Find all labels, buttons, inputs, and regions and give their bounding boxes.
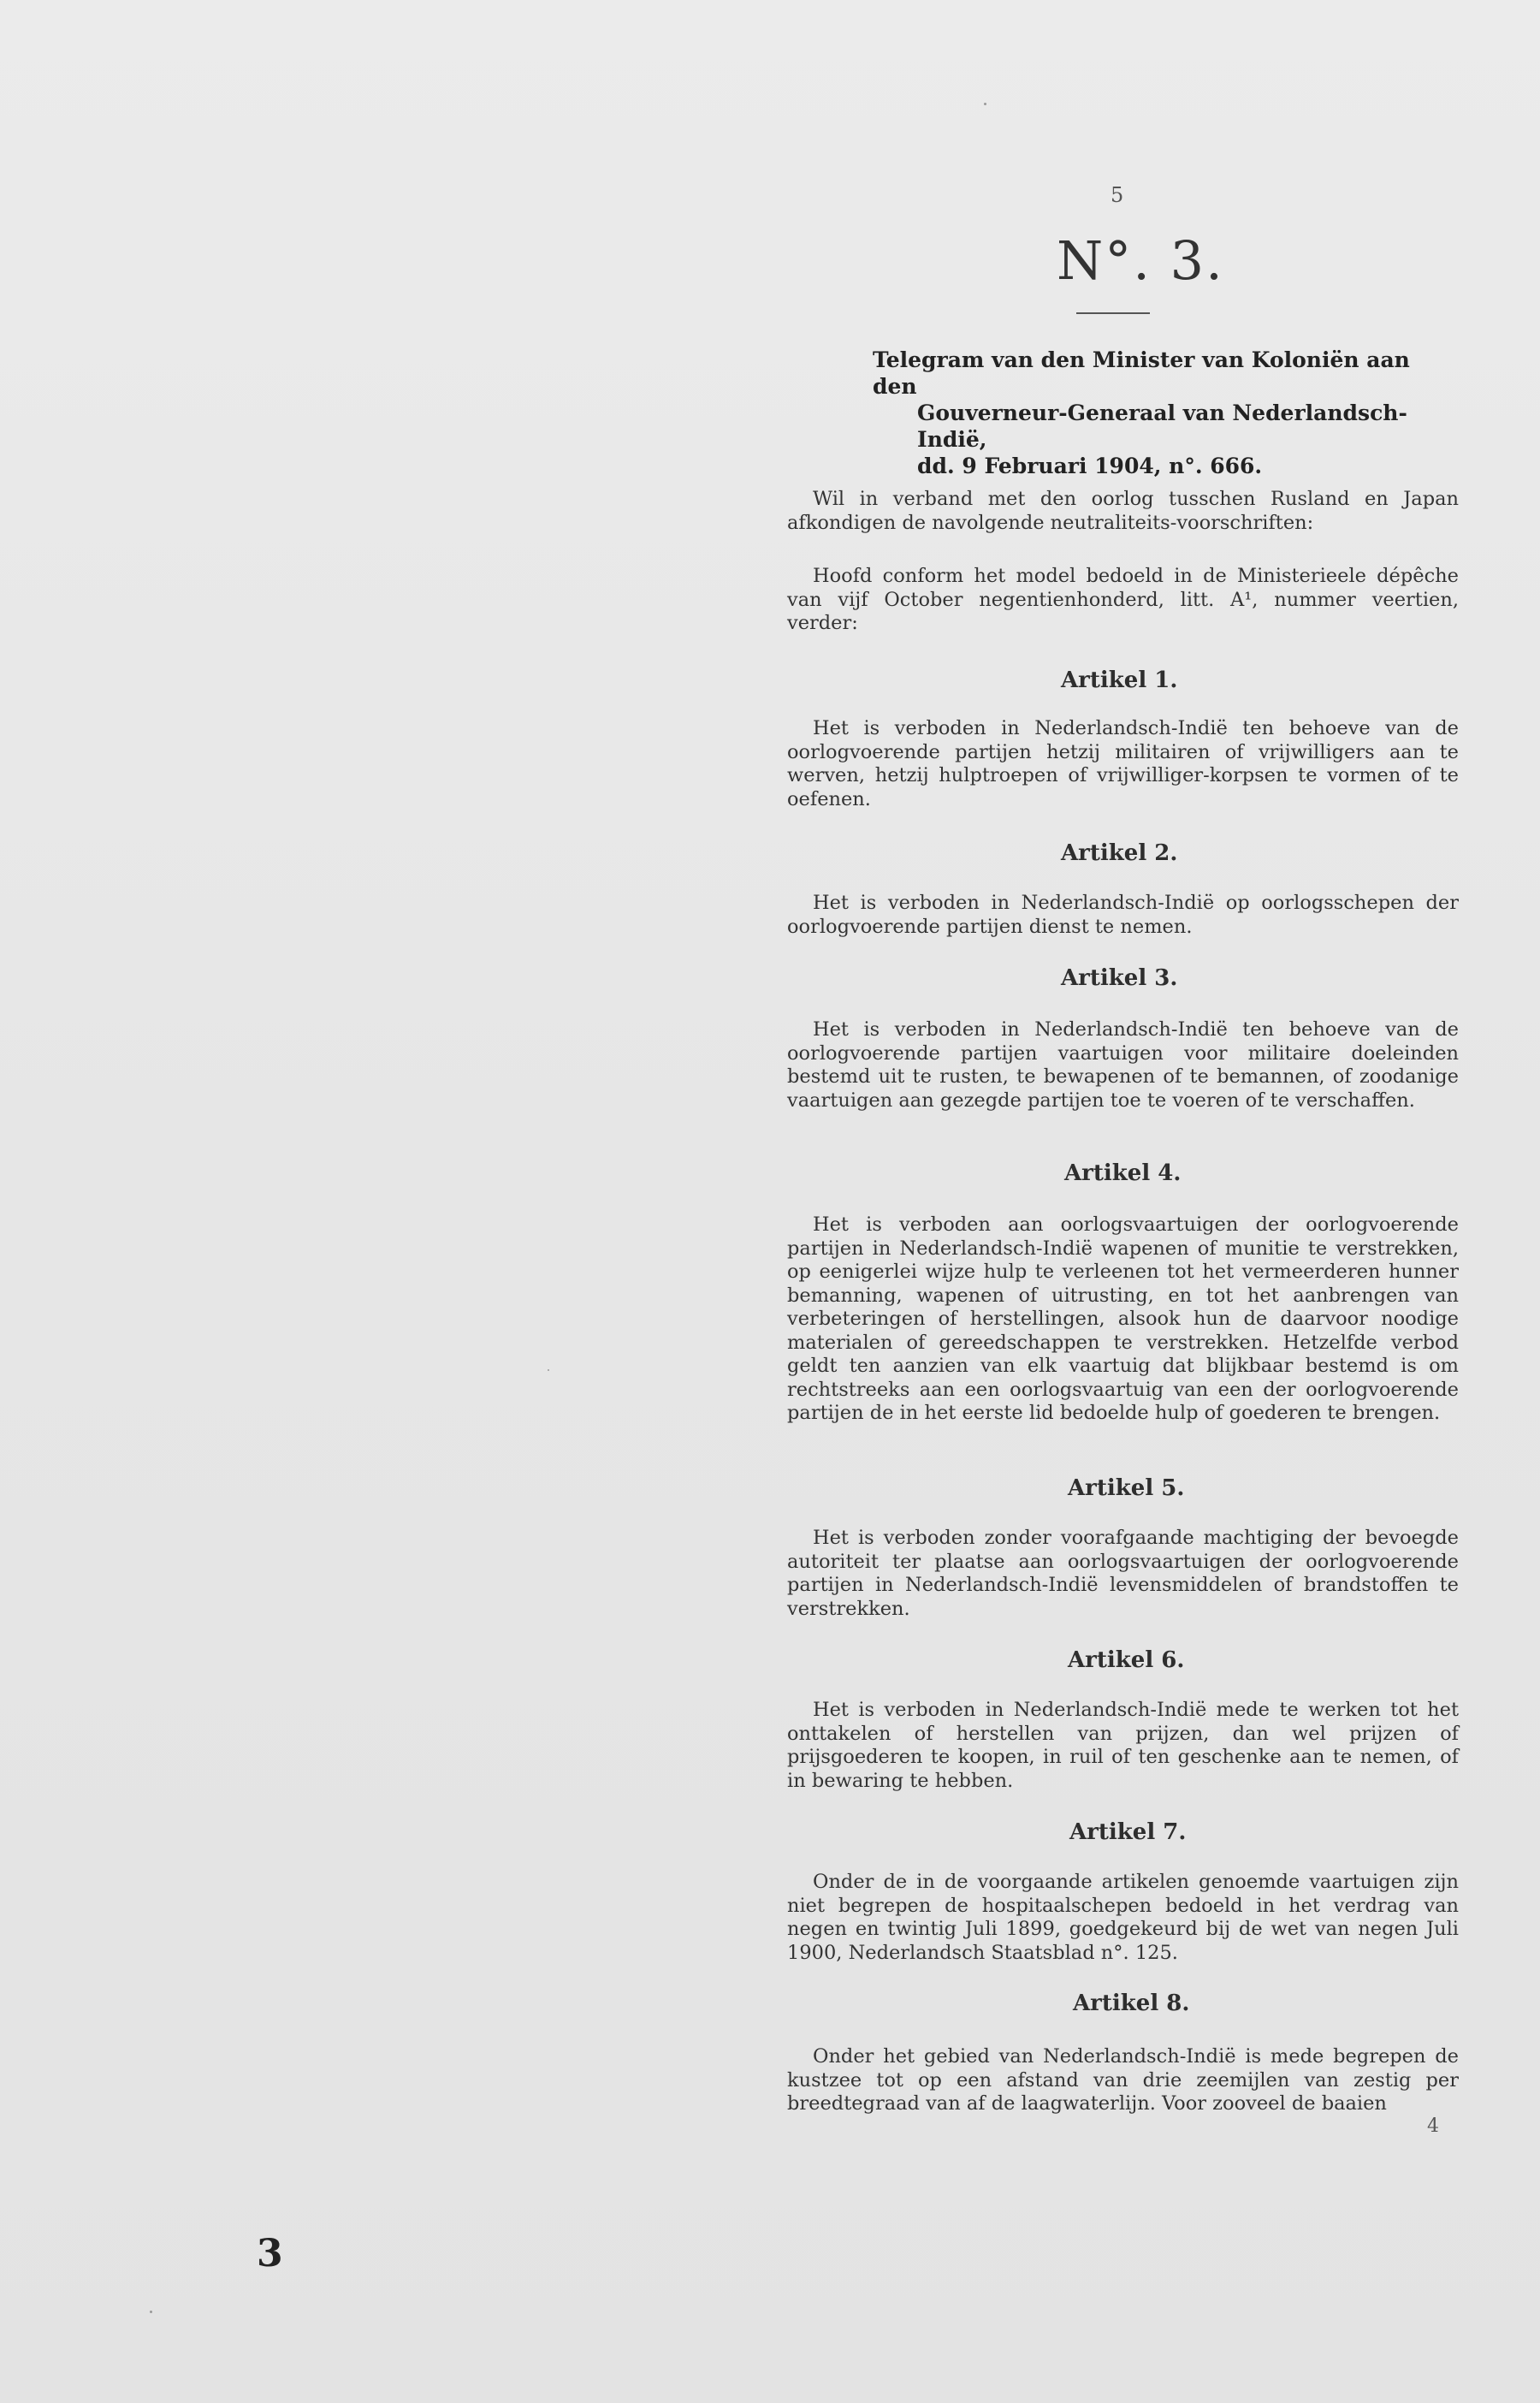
divider-rule xyxy=(1076,312,1150,314)
article-1-heading: Artikel 1. xyxy=(1061,668,1178,693)
article-1-text: Het is verboden in Nederlandsch-Indië ten behoeve van de oorlogvoerende partijen hetzij militairen of vrijwilligers aan te werven, hetzij hulptroepen of vrijwilliger-korpsen te vormen of te oefenen. xyxy=(787,717,1459,810)
article-4-text: Het is verboden aan oorlogsvaartuigen der oorlogvoerende partijen in Nederlandsch-Indië wapenen of munitie te verstrekken, op eenigerlei wijze hulp te verleenen tot het vermeerderen hunner bemanning, wapenen of uitrusting, en tot het aanbrengen van verbeteringen of herstellingen, alsook hun de daarvoor noodige materialen of gereedschappen te verstrekken. Hetzelfde verbod geldt ten aanzien van elk vaartuig dat blijkbaar bestemd is om rechtstreeks aan een oorlogsvaartuig van een der oorlogvoerende partijen de in het eerste lid bedoelde hulp of goederen te brengen. xyxy=(787,1213,1459,1424)
article-3-text: Het is verboden in Nederlandsch-Indië ten behoeve van de oorlogvoerende partijen vaartuigen voor militaire doeleinden bestemd uit te rusten, te bewapenen of te bemannen, of zoodanige vaartuigen aan gezegde partijen toe te voeren of te verschaffen. xyxy=(787,1018,1459,1112)
article-7-text: Onder de in de voorgaande artikelen genoemde vaartuigen zijn niet begrepen de hospitaalschepen bedoeld in het verdrag van negen en twintig Juli 1899, goedgekeurd bij de wet van negen Juli 1900, Nederlandsch Staatsblad n°. 125. xyxy=(787,1871,1459,1964)
article-8-heading: Artikel 8. xyxy=(1073,1991,1190,2016)
preamble-paragraph: Hoofd conform het model bedoeld in de Ministerieele dépêche van vijf October negentienhonderd, litt. A¹, nummer veertien, verder: xyxy=(787,565,1459,634)
article-5-text: Het is verboden zonder voorafgaande machtiging der bevoegde autoriteit ter plaatse aan oorlogsvaartuigen der oorlogvoerende partijen in Nederlandsch-Indië levensmiddelen of brandstoffen te verstrekken. xyxy=(787,1527,1459,1620)
article-6-text: Het is verboden in Nederlandsch-Indië mede te werken tot het onttakelen of herstellen van prijzen, dan wel prijzen of prijsgoederen te koopen, in ruil of ten geschenke aan te nemen, of in bewaring te hebben. xyxy=(787,1699,1459,1792)
title-line-3: dd. 9 Februari 1904, n°. 666. xyxy=(917,454,1263,478)
page-number: 5 xyxy=(1111,183,1124,207)
paper-speck xyxy=(984,103,986,105)
article-2-text: Het is verboden in Nederlandsch-Indië op oorlogsschepen der oorlogvoerende partijen dienst te nemen. xyxy=(787,892,1459,938)
paper-speck xyxy=(548,1369,549,1371)
intro-paragraph: Wil in verband met den oorlog tusschen Rusland en Japan afkondigen de navolgende neutraliteits-voorschriften: xyxy=(787,488,1459,534)
article-6-heading: Artikel 6. xyxy=(1068,1647,1185,1673)
document-number: N°. 3. xyxy=(1057,229,1224,292)
article-4-heading: Artikel 4. xyxy=(1064,1160,1182,1186)
title-line-2: Gouverneur-Generaal van Nederlandsch-Indië, xyxy=(917,400,1407,452)
article-8-text: Onder het gebied van Nederlandsch-Indië is mede begrepen de kustzee tot op een afstand van drie zeemijlen van zestig per breedtegraad van af de laagwaterlijn. Voor zooveel de baaien xyxy=(787,2045,1459,2115)
signature-mark: 4 xyxy=(1427,2115,1439,2137)
article-5-heading: Artikel 5. xyxy=(1068,1475,1185,1501)
article-3-heading: Artikel 3. xyxy=(1061,965,1178,991)
article-7-heading: Artikel 7. xyxy=(1069,1819,1187,1845)
document-title xyxy=(873,347,1459,479)
paper-speck xyxy=(150,2311,152,2313)
title-line-1: Telegram van den Minister van Koloniën aan den xyxy=(873,347,1410,399)
article-2-heading: Artikel 2. xyxy=(1061,840,1178,866)
sheet-number: 3 xyxy=(257,2232,283,2275)
